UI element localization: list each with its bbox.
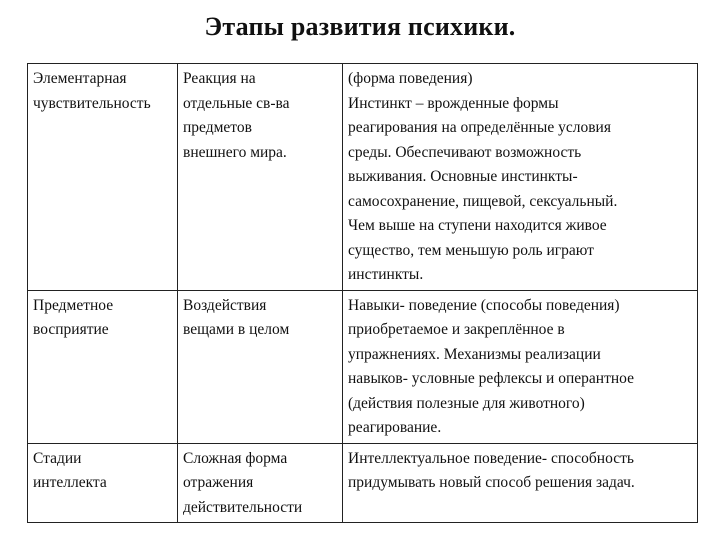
behavior-cell (343, 443, 698, 523)
reaction-text: Воздействия вещами в целом (183, 296, 290, 338)
stage-name: Стадии интеллекта (33, 449, 107, 491)
reaction-text: Реакция на отдельные св-ва предметов внешнего мира. (183, 70, 290, 161)
reaction-cell (178, 443, 343, 523)
stage-cell (28, 290, 178, 443)
page-title: Этапы развития психики. (204, 12, 516, 41)
behavior-cell (343, 64, 698, 291)
table-row (28, 64, 698, 291)
behavior-cell (343, 290, 698, 443)
behavior-text: Навыки- поведение (способы поведения) приобретаемое и закреплённое в упражнениях. Механизмы реализации навыков- условные рефлексы и оперантное (действия полезные для животного) реагирование. (348, 296, 634, 436)
stage-name: Предметное восприятие (33, 296, 114, 338)
reaction-cell (178, 290, 343, 443)
stage-cell (28, 443, 178, 523)
reaction-text: Сложная форма отражения действительности (183, 449, 303, 516)
table-row (28, 290, 698, 443)
table-row (28, 443, 698, 523)
reaction-cell (178, 64, 343, 291)
behavior-text: (форма поведения) Инстинкт – врожденные формы реагирования на определённые условия среды. Обеспечивают возможность выживания. Основные инстинкты- самосохранение, пищевой, сексуальный. Чем выше на ступени находится живое существо, тем меньшую роль играют инстинкты. (348, 70, 618, 283)
behavior-text: Интеллектуальное поведение- способность придумывать новый способ решения задач. (348, 449, 635, 491)
stages-table (27, 63, 698, 523)
stage-cell (28, 64, 178, 291)
stage-name: Элементарная чувствительность (33, 70, 151, 112)
